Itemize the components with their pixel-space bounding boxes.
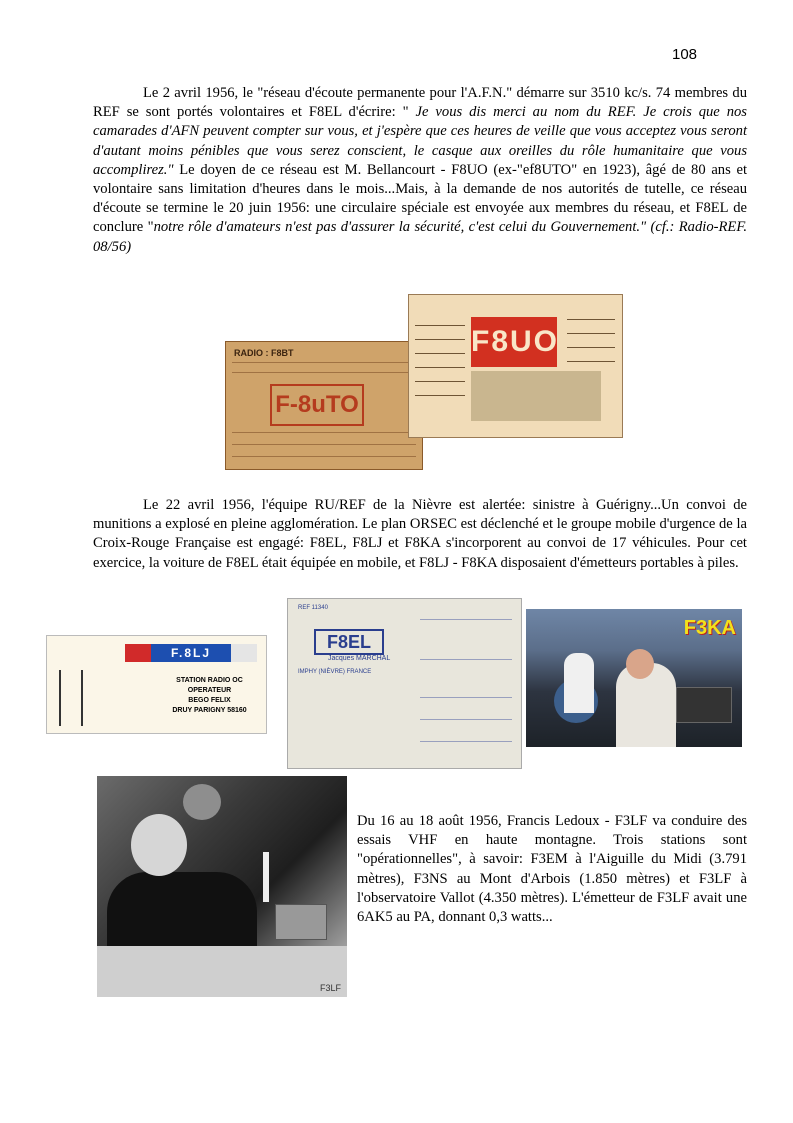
qsl-place: IMPHY (NIÈVRE) FRANCE bbox=[298, 669, 372, 675]
paragraph-afn-network bbox=[93, 84, 747, 257]
qsl-callsign: F-8uTO bbox=[270, 384, 364, 426]
photo-f3lf-operator bbox=[97, 776, 347, 997]
qsl-line: DRUY PARIGNY 58160 bbox=[172, 707, 247, 714]
quote-f8el-conclusion: notre rôle d'amateurs n'est pas d'assurer la sécurité, c'est celui du Gouvernement." (cf.: Radio-REF. 08/56) bbox=[93, 219, 748, 255]
qsl-card-f8uto bbox=[225, 341, 423, 470]
qsl-to-radio: REF 11340 bbox=[298, 605, 328, 611]
paragraph-text: Le 2 avril 1956, le "réseau d'écoute permanente pour l'A.F.N." démarre sur 3510 kc/s. 74 membres du REF se sont portés volontaires et F8EL d'écrire: " bbox=[93, 85, 747, 121]
world-map-graphic bbox=[471, 371, 601, 421]
qsl-line: STATION RADIO OC bbox=[176, 677, 243, 684]
qsl-card-f8lj bbox=[46, 635, 267, 734]
qsl-card-f8el bbox=[287, 598, 522, 769]
qsl-card-f8uo bbox=[408, 294, 623, 438]
qsl-callsign: F8UO bbox=[471, 317, 557, 367]
paragraph-text: Le doyen de ce réseau est M. Bellancourt - F8UO (ex-"ef8UTO" en 1923), âgé de 80 ans et volontaire sans limitation d'heures dans le mois...Mais, à la demande de nos autorités de tutelle, ce réseau d'écoute se termine le 20 juin 1956: une circulaire spéciale est envoyée aux membres du réseau, et F8EL de conclure " bbox=[93, 161, 747, 236]
paragraph-text: Le 22 avril 1956, l'équipe RU/REF de la Nièvre est alertée: sinistre à Guérigny...Un convoi de munitions a explosé en pleine agglomération. Le plan ORSEC est déclenché et le groupe mobile d'urgence de la Croix-Rouge Française est engagé: F8EL, F8LJ et F8KA s'incorporent au convoi de 17 véhicules. Pour cet exercice, la voiture de F8EL était équipée en mobile, et F8LJ - F8KA disposaient d'émetteurs portables à piles. bbox=[93, 497, 747, 571]
photo-caption: F3LF bbox=[319, 983, 341, 993]
antenna-tower-graphic bbox=[59, 670, 83, 726]
paragraph-vhf-tests: Du 16 au 18 août 1956, Francis Ledoux - F3LF va conduire des essais VHF en haute montagne. Trois stations sont "opérationnelles", à savoir: F3EM à l'Aiguille du Midi (3.791 mètres), F3NS au Mont d'Arbois (1.850 mètres) et F3LF à l'observatoire Vallot (4.350 mètres). L'émetteur de F3LF avait une 6AK5 au PA, donnant 0,3 watts... bbox=[357, 813, 747, 926]
qsl-line: BEGO FELIX bbox=[188, 697, 231, 704]
page-number: 108 bbox=[672, 46, 698, 63]
qsl-header: RADIO : F8BT bbox=[234, 348, 294, 358]
quote-f8el: Je vous dis merci au nom du REF. Je crois que nos camarades d'AFN peuvent compter sur vous, et j'espère que ces heures de veille que vous acceptez vous seront d'autant moins pénibles que vous serez conscient, le casque aux oreilles du rôle humanitaire que vous accomplirez." bbox=[93, 104, 747, 178]
qsl-station-text bbox=[157, 676, 262, 716]
qsl-callsign: F.8LJ bbox=[151, 644, 231, 662]
photo-caption: F3KA bbox=[683, 617, 736, 639]
qsl-line: OPERATEUR bbox=[187, 687, 232, 694]
qsl-callsign: F8EL bbox=[314, 629, 384, 655]
photo-f3ka-station bbox=[526, 609, 742, 747]
paragraph-guerigny bbox=[93, 496, 747, 573]
qsl-operator-name: Jacques MARCHAL bbox=[328, 655, 391, 662]
